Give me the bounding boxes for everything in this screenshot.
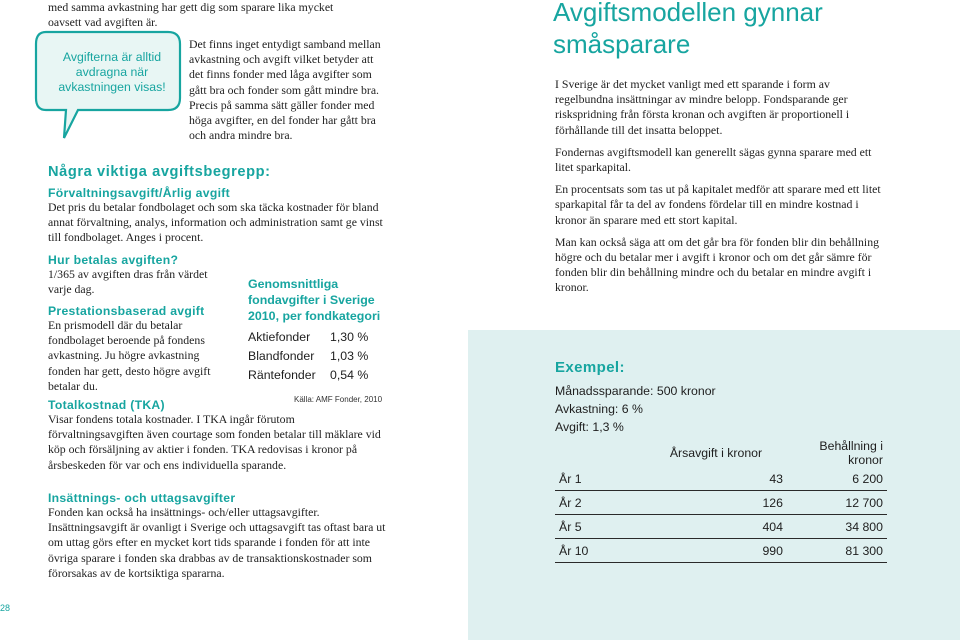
intro-text — [48, 0, 378, 30]
fee-heading: Förvaltningsavgift/Årlig avgift — [48, 186, 230, 200]
example-heading: Exempel: — [555, 359, 625, 376]
concepts-heading: Några viktiga avgiftsbegrepp: — [48, 164, 271, 180]
performance-fee-text: En prismodell där du betalar fondbolaget beroende på fondens avkastning. Ju högre avkastning fonden har gett, desto högre avgift betalar du. — [48, 318, 211, 393]
example-table — [555, 439, 887, 563]
bubble-side-text: Det finns inget entydigt samband mellan avkastning och avgift vilket betyder att det finns fonder med låga avgifter som gått bra och fonder som gått mindre bra. Precis på samma sätt gäller fonder med höga avgifter, en del fonder har gått bra och andra mindre bra. — [189, 37, 381, 143]
fee-cell: 990 — [621, 539, 783, 563]
source-note: Källa: AMF Fonder, 2010 — [294, 395, 383, 404]
holding-cell: 81 300 — [783, 539, 887, 563]
intro-line: med samma avkastning har gett dig som sparare lika mycket — [48, 0, 334, 14]
average-fees-box — [248, 276, 398, 387]
table-header-cell: Årsavgift i kronor — [669, 446, 763, 460]
table-row — [555, 539, 887, 563]
year-cell: År 5 — [555, 515, 621, 539]
average-fee-row — [248, 368, 398, 387]
right-column-text — [555, 77, 885, 303]
holding-cell: 12 700 — [783, 491, 887, 515]
fee-cell: 43 — [621, 467, 783, 491]
table-row — [555, 515, 887, 539]
fund-fee-value: 1,30 % — [330, 330, 369, 344]
intro-line: oavsett vad avgiften är. — [48, 15, 158, 30]
fund-fee-value: 1,03 % — [330, 349, 369, 363]
table-row — [555, 491, 887, 515]
fee-cell: 126 — [621, 491, 783, 515]
average-fee-row — [248, 330, 398, 349]
table-header-cell: Behållning i kronor — [819, 439, 883, 467]
rate-heading: Hur betalas avgiften? — [48, 253, 179, 267]
average-fee-row — [248, 349, 398, 368]
fee-cell: 404 — [621, 515, 783, 539]
paragraph: Man kan också säga att om det går bra för fonden blir din behållning högre och du betalar mer i avgift i kronor och om det går sämre för fonden blir din behållning mindre och du betalar en mindre avgift i kronor. — [555, 234, 879, 295]
page-title: Avgiftsmodellen gynnar småsparare — [553, 0, 823, 59]
year-cell: År 10 — [555, 539, 621, 563]
rate-text: 1/365 av avgiften dras från värdet varje dag. — [48, 267, 208, 297]
fund-fee-value: 0,54 % — [330, 368, 369, 382]
table-header-row — [555, 439, 887, 467]
bubble-text: Avgifterna är alltid avdragna när avkastningen visas! — [58, 50, 166, 94]
table-row — [555, 467, 887, 491]
deposit-withdrawal-text: Fonden kan också ha insättnings- och/eller uttagsavgifter. Insättningsavgift är ovanligt i Sverige och uttagsavgift tas oftast bara ut om uttag görs efter en mycket kort tids sparande i fonden för att inte övriga sparare i fonden ska drabbas av de transaktionskostnader som förorsakas av de kortsiktiga spararna. — [48, 505, 386, 580]
deposit-withdrawal-heading: Insättnings- och uttagsavgifter — [48, 491, 236, 505]
year-cell: År 1 — [555, 467, 621, 491]
table-header-cell — [555, 439, 621, 467]
year-cell: År 2 — [555, 491, 621, 515]
fund-category: Räntefonder — [248, 368, 316, 382]
performance-fee-heading: Prestationsbaserad avgift — [48, 304, 205, 318]
average-fees-title: Genomsnittliga fondavgifter i Sverige 2010, per fondkategori — [248, 277, 381, 323]
fund-category: Blandfonder — [248, 349, 315, 363]
tka-heading: Totalkostnad (TKA) — [48, 398, 165, 412]
example-return: Avkastning: 6 % — [555, 402, 643, 416]
fund-category: Aktiefonder — [248, 330, 311, 344]
holding-cell: 6 200 — [783, 467, 887, 491]
example-monthly: Månadssparande: 500 kronor — [555, 384, 716, 398]
holding-cell: 34 800 — [783, 515, 887, 539]
tka-text: Visar fondens totala kostnader. I TKA ingår förutom förvaltningsavgiften även courtage som fonden betalar till mäklare vid köp och försäljning av aktier i fonden. TKA redovisas i kronor på årsbeskeden för var och ens individuella sparande. — [48, 412, 381, 472]
example-fee: Avgift: 1,3 % — [555, 420, 624, 434]
fee-text: Det pris du betalar fondbolaget och som ska täcka kostnader för bland annat förvaltning, analys, information och administration samt ge vinst till fondbolaget. Anges i procent. — [48, 200, 383, 245]
paragraph: Fondernas avgiftsmodell kan generellt sägas gynna sparare med ett litet sparkapital. — [555, 144, 872, 175]
page-number: 28 — [0, 603, 11, 613]
paragraph: En procentsats som tas ut på kapitalet medför att sparare med ett litet sparkapital får ta del av fondens fördelar till en mindre kostnad i kronor än sparare med ett stort kapital. — [555, 182, 881, 227]
paragraph: I Sverige är det mycket vanligt med ett sparande i form av regelbundna insättningar av mindre belopp. Fondsparande ger riskspridning från första kronan och avgiften är proportionell i förhållande till det insatta beloppet. — [555, 77, 850, 137]
